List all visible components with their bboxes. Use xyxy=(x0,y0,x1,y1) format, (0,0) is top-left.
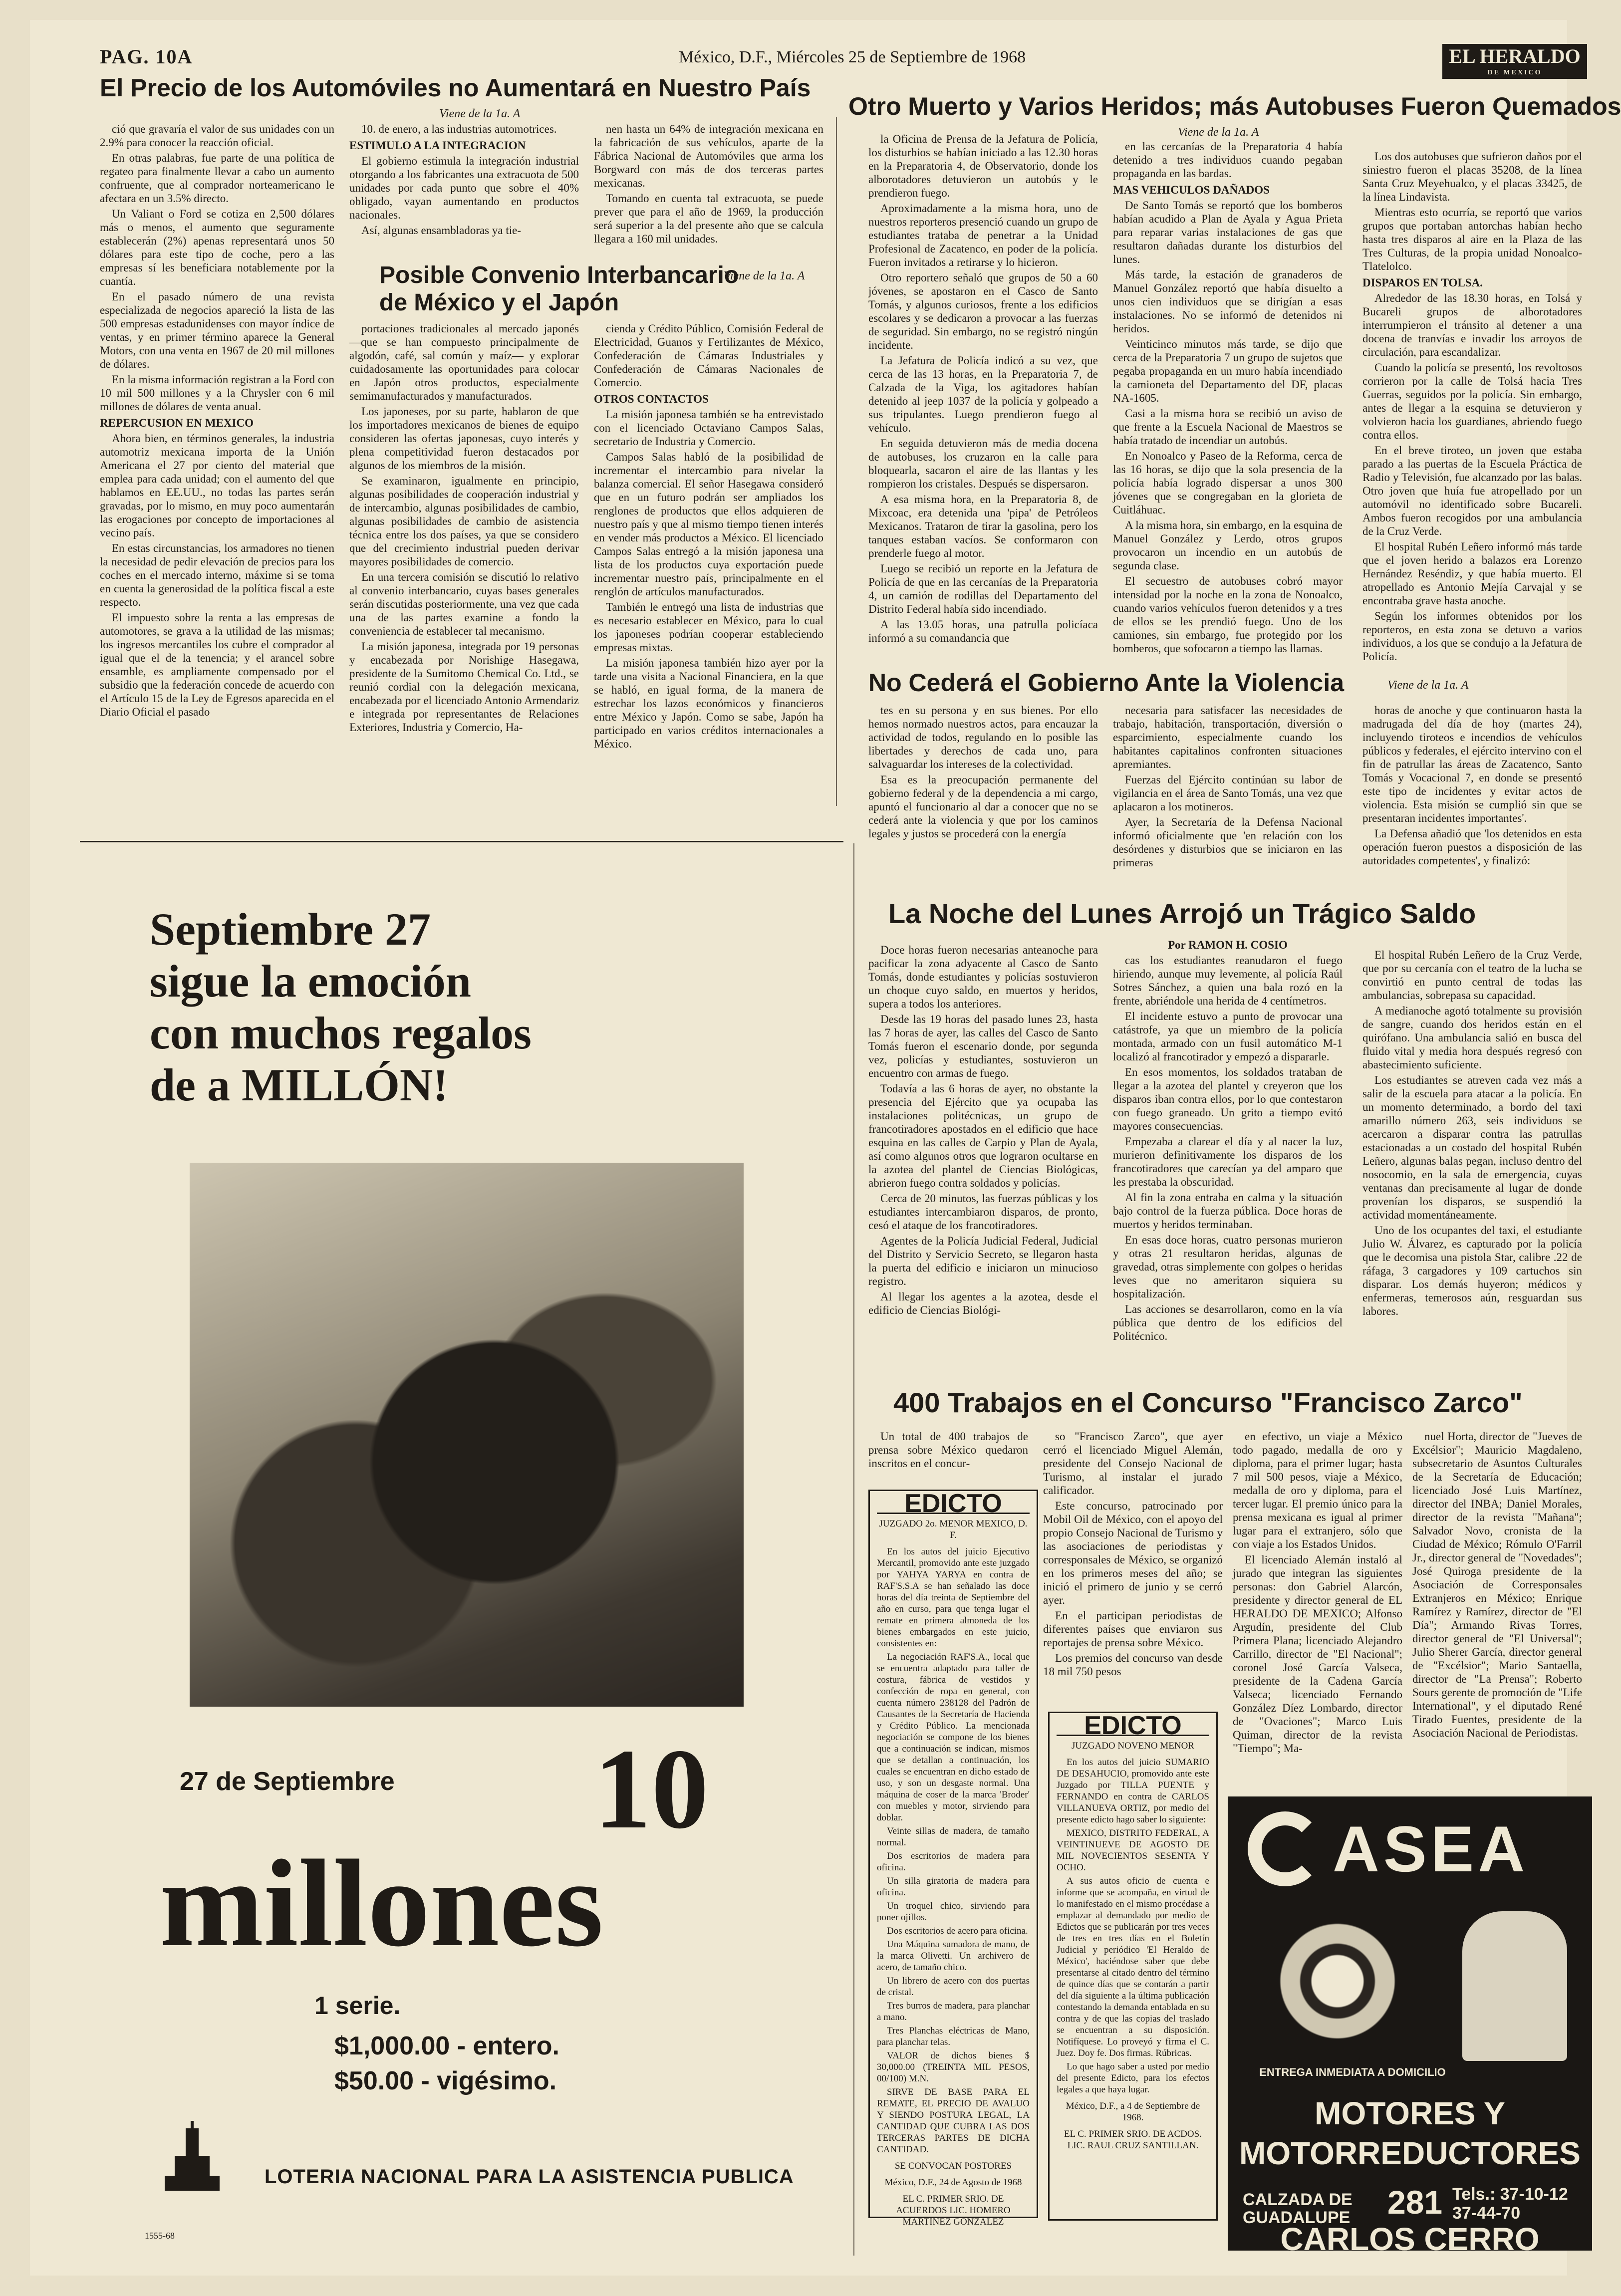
paragraph: La misión japonesa también se ha entrevistado con el licenciado Octaviano Campos Salas, secretario de Industria y Comercio. xyxy=(594,408,823,448)
paragraph: El incidente estuvo a punto de provocar una catástrofe, ya que un miembro de la policía montada, armado con un fusil automático M-1 localizó al francotirador y empezó a dispararle. xyxy=(1113,1010,1343,1063)
paragraph: Campos Salas habló de la posibilidad de incrementar el intercambio para nivelar la balanza comercial. El señor Hasegawa consideró que en un futuro podrán ser ampliados los renglones de productos que ellos adquieren de nuestro país y que al mismo tiempo tienen interés en vender más productos a México. El licenciado Campos Salas entregó a la misión japonesa una lista de los productos cuya exportación puede incrementar nuestro país, principalmente en el renglón de artículos manufacturados. xyxy=(594,451,823,598)
dateline: México, D.F., Miércoles 25 de Septiembre de 1968 xyxy=(679,48,1026,66)
paragraph: Tomando en cuenta tal extracuota, se puede prever que para el año de 1969, la producción será superior a la del presente año que se calcula llegara a 160 mil unidades. xyxy=(594,192,823,245)
edicto-court: JUZGADO NOVENO MENOR xyxy=(1072,1741,1194,1751)
paragraph: El secuestro de autobuses cobró mayor intensidad por la noche en la zona de Nonoalco, cuando varios vehículos fueron detenidos y a tres de ellos se les prendió fuego. Uno de los camiones, sin embargo, fue protegido por los bomberos, que sofocaron a tiempo las llamas. xyxy=(1113,575,1343,655)
paragraph: En seguida detuvieron más de media docena de autobuses, los cruzaron en la calle para bloquearla, sacaron el aire de las llantas y les rompieron los cristales. Después se dispersaron. xyxy=(868,437,1098,490)
paragraph: la Oficina de Prensa de la Jefatura de Policía, los disturbios se habían iniciado a las 12.30 horas en la Preparatoria 4, de Observatorio, donde los alborotadores detuvieron un autobús y le prendieron fuego. xyxy=(868,133,1098,199)
lottery-ten: 10 xyxy=(594,1725,709,1852)
paragraph: Un total de 400 trabajos de prensa sobre México quedaron inscritos en el concur- xyxy=(868,1430,1028,1470)
paragraph: MEXICO, DISTRITO FEDERAL, A VEINTINUEVE DE AGOSTO DE MIL NOVECIENTOS SESENTA Y OCHO. xyxy=(1057,1828,1209,1873)
lottery-price-vigesimo: $50.00 - vigésimo. xyxy=(334,2066,557,2095)
muerto-column-1 xyxy=(868,132,1098,666)
subhead: REPERCUSION EN MEXICO xyxy=(100,417,254,429)
paragraph: Casi a la misma hora se recibió un aviso de que frente a la Escuela Nacional de Maestros se había tratado de incendiar un autobús. xyxy=(1113,407,1343,447)
paragraph: En el participan periodistas de diferentes países que enviaron sus reportajes de prensa sobre México. xyxy=(1043,1609,1223,1649)
japon-column-2 xyxy=(594,322,823,806)
paragraph: Al fin la zona entraba en calma y la situación bajo control de la fuerza pública. Doce horas de muertos y heridos terminaban. xyxy=(1113,1191,1343,1231)
paragraph: Aproximadamente a la misma hora, uno de nuestros reporteros presenció cuando un grupo de estudiantes trataba de penetrar a la Unidad Profesional de Zacatenco, en poder de la policía. Fueron invitados a retirarse y lo hicieron. xyxy=(868,202,1098,268)
paragraph: A las 13.05 horas, una patrulla policíaca informó a su comandancia que xyxy=(868,618,1098,644)
noche-column-2 xyxy=(1113,938,1343,1387)
paragraph: so "Francisco Zarco", que ayer cerró el licenciado Miguel Alemán, presidente del Consejo Nacional de Turismo, al instalar el jurado calificador. xyxy=(1043,1430,1223,1497)
edicto-signature: EL C. PRIMER SRIO. DE ACUERDOS LIC. HOMERO MARTINEZ GONZALEZ xyxy=(896,2194,1011,2227)
paragraph: Alrededor de las 18.30 horas, en Tolsá y Bucareli grupos de alborotadores interrumpieron el tránsito al detener a una docena de tranvías e invadir los arroyos de circulación, para escandalizar. xyxy=(1362,292,1582,358)
paragraph: Ayer, la Secretaría de la Defensa Nacional informó oficialmente que 'en relación con los desórdenes y disturbios que se iniciaron en las primeras xyxy=(1113,816,1343,869)
asea-address-line: GUADALUPE xyxy=(1243,2208,1351,2227)
asea-line-motorreductores: MOTORREDUCTORES xyxy=(1239,2135,1581,2171)
paragraph: Ahora bien, en términos generales, la industria automotriz mexicana importa de la Unión Americana el 27 por ciento del material que emplea para cada unidad; con el aumento del que hablamos en EE.UU., no todas las partes serán gravadas, por lo mismo, en muy poco aumentarán las erogaciones por concepto de importaciones al vecino país. xyxy=(100,432,334,539)
zarco-column-3 xyxy=(1233,1430,1402,1784)
lottery-date: 27 de Septiembre xyxy=(180,1767,395,1796)
paragraph: El licenciado Alemán instaló al jurado que integran las siguientes personas: don Gabriel Alarcón, presidente y director general de EL HERALDO DE MEXICO; Alfonso Argudín, presidente del Club Primera Plana; licenciado Alejandro Carrillo, director de "El Nacional"; coronel José García Valseca, presidente de la Cadena García Valseca; licenciado Fernando González Díez Lombardo, director de "Ovaciones"; Marco Luis Quiman, director de la revista "Tiempo"; Ma- xyxy=(1233,1553,1402,1755)
paragraph: Desde las 19 horas del pasado lunes 23, hasta las 7 horas de ayer, las calles del Casco de Santo Tomás fueron el escenario donde, por segunda vez, policías y estudiantes, sostuvieron un encuentro con armas de fuego. xyxy=(868,1013,1098,1079)
paragraph: Otro reportero señaló que grupos de 50 a 60 jóvenes, se apostaron en el Casco de Santo Tomás, y algunos curiosos, frente a los edificios escolares y se dedicaron a provocar a las fuerzas de seguridad. Sin embargo, no se registró ningún incidente. xyxy=(868,271,1098,351)
paragraph: cas los estudiantes reanudaron el fuego hiriendo, aunque muy levemente, al policía Raúl Sotres Sánchez, a quien una bala rozó en la frente, abriéndole una herida de 4 centímetros. xyxy=(1113,954,1343,1007)
column-rule xyxy=(836,117,837,806)
paragraph: nen hasta un 64% de integración mexicana en la fabricación de sus vehículos, aparte de la Fábrica Nacional de Automóviles que arma los Borgward con más de dos terceras partes mexicanas. xyxy=(594,123,823,189)
violencia-column-2 xyxy=(1113,704,1343,903)
paragraph: en efectivo, un viaje a México todo pagado, medalla de oro y diploma, para el primer lugar; hasta 7 mil 500 pesos, viaje a México, medalla de oro y diploma, para el tercer lugar. El premio único para la prensa mexicana es igual al primer lugar para el extranjero, sólo que con viaje a los Estados Unidos. xyxy=(1233,1430,1402,1550)
autos-jump: Viene de la 1a. A xyxy=(439,107,521,120)
paragraph: También le entregó una lista de industrias que es necesario establecer en México, para lo cual los japoneses podrían cooperar estableciendo empresas mixtas. xyxy=(594,601,823,654)
logo-title: EL HERALDO xyxy=(1449,45,1581,67)
paragraph: Las acciones se desarrollaron, como en la vía pública que dentro de los edificios del Politécnico. xyxy=(1113,1303,1343,1342)
japon-jump: Viene de la 1a. A xyxy=(724,269,805,282)
muerto-headline: Otro Muerto y Varios Heridos; más Autobuses Fueron Quemados xyxy=(848,92,1621,120)
paragraph: En Nonoalco y Paseo de la Reforma, cerca de las 16 horas, se dijo que la sola presencia de la policía había logrado dispersar a unos 300 jóvenes que se congregaban en la glorieta de Cuitláhuac. xyxy=(1113,450,1343,516)
lottery-footer: LOTERIA NACIONAL PARA LA ASISTENCIA PUBLICA xyxy=(265,2166,794,2188)
paragraph: Este concurso, patrocinado por Mobil Oil de México, con el apoyo del propio Consejo Nacional de Turismo y las asociaciones de periodistas y corresponsales de México, se organizó en los primeros meses del año; se inició el primero de junio y se cerró ayer. xyxy=(1043,1500,1223,1606)
charro-horse-illustration xyxy=(190,1163,744,1707)
autos-headline: El Precio de los Automóviles no Aumentará en Nuestro País xyxy=(100,74,811,102)
muerto-column-2 xyxy=(1113,140,1343,666)
electric-motor-illustration xyxy=(1258,1906,1457,2056)
paragraph: En los autos del juicio Ejecutivo Mercantil, promovido ante este juzgado por YAHYA YARYA en contra de RAF'S.S.A se han señalado las doce horas del día treinta de Septiembre del año en curso, para que tenga lugar el remate en primera almoneda de los bienes embargados en este juicio, consistentes en: xyxy=(877,1546,1030,1649)
newspaper-page xyxy=(30,20,1621,2276)
paragraph: La misión japonesa, integrada por 19 personas y encabezada por Norishige Hasegawa, presidente de la Sumitomo Chemical Co. Ltd., se reunió cordial con la delegación mexicana, encabezada por el licenciado Antonio Armendariz e integrada por representantes de Relaciones Exteriores, Industria y Comercio, Ha- xyxy=(349,640,579,734)
noche-column-3 xyxy=(1362,948,1582,1387)
paragraph: A esa misma hora, en la Preparatoria 8, de Mixcoac, era detenida una 'pipa' de Petróleos Mexicanos. Trataron de tirar la gasolina, pero los tanques estaban vacíos. Se conformaron con prenderle fuego al motor. xyxy=(868,493,1098,559)
paragraph: Un troquel chico, sirviendo para poner ojillos. xyxy=(877,1901,1030,1923)
paragraph: Un silla giratoria de madera para oficina. xyxy=(877,1876,1030,1898)
paragraph: La misión japonesa también hizo ayer por la tarde una visita a Nacional Financiera, en la que se habló, en igual forma, de la manera de estrechar los lazos económicos y financieros entre México y Japón. Como se sabe, Japón ha participado en varios créditos internacionales a México. xyxy=(594,657,823,750)
asea-phone: Tels.: 37-10-12 xyxy=(1452,2185,1568,2204)
paragraph: Una Máquina sumadora de mano, de la marca Olivetti. Un archivero de acero, de tamaño chico. xyxy=(877,1939,1030,1973)
paragraph: Los premios del concurso van desde 18 mil 750 pesos xyxy=(1043,1652,1223,1678)
paragraph: La Defensa añadió que 'los detenidos en esta operación fueron puestos a disposición de las autoridades competentes', y finalizó: xyxy=(1362,827,1582,867)
paragraph: El hospital Rubén Leñero informó más tarde que el joven herido a balazos era Lorenzo Hernández Reséndiz, y que había muerto. El atropellado es Antonio Mejía Carvajal y se encontraba grave hasta anoche. xyxy=(1362,540,1582,607)
paragraph: Cuando la policía se presentó, los revoltosos corrieron por la calle de Tolsá hacia Tres Guerras, seguidos por la policía. Sin embargo, antes de llegar a la esquina se detuvieron y volvieron hacia los guardianes, abriendo fuego contra ellos. xyxy=(1362,361,1582,441)
paragraph: En estas circunstancias, los armadores no tienen la necesidad de pedir elevación de precios para los coches en el mercado interno, máxime si se toma en cuenta la generosidad de la política fiscal a este respecto. xyxy=(100,542,334,608)
paragraph: necesaria para satisfacer las necesidades de trabajo, habitación, transportación, diversión o esparcimiento, especialmente cuando los habitantes capitalinos confronten situaciones apremiantes. xyxy=(1113,704,1343,770)
paragraph: En la misma información registran a la Ford con 10 mil 500 millones y a la Chrysler con 6 mil millones de dólares de venta anual. xyxy=(100,373,334,413)
asea-logo xyxy=(1248,1811,1567,1886)
paragraph: Tres burros de madera, para planchar a mano. xyxy=(877,2001,1030,2023)
newspaper-logo xyxy=(1442,44,1587,79)
paragraph: Fuerzas del Ejército continúan su labor de vigilancia en el área de Santo Tomás, una vez que aplacaron a los motineros. xyxy=(1113,773,1343,813)
violencia-column-1 xyxy=(868,704,1098,863)
paragraph: En el breve tiroteo, un joven que estaba parado a las puertas de la Escuela Práctica de Radio y Televisión, fue alcanzado por las balas. Otro joven que huía fue atropellado por un automóvil no identificado sobre Bucareli. Ambos fueron recogidos por una ambulancia de la Cruz Verde. xyxy=(1362,444,1582,537)
edicto-title: EDICTO xyxy=(877,1498,1030,1514)
asea-dealer-name: CARLOS CERRO xyxy=(1280,2221,1540,2257)
paragraph: Todavía a las 6 horas de ayer, no obstante la presencia del Ejército que ya ocupaba las instalaciones politécnicas, un grupo de francotiradores apostados en el edificio que hace esquina en las calles de Carpio y Plan de Ayala, así como algunos otros que lograron ocultarse en la azotea del plantel de Ciencias Biológicas, abrieron fuego contra soldados y policías. xyxy=(868,1082,1098,1189)
paragraph: El gobierno estimula la integración industrial otorgando a los fabricantes una extracuota de 500 unidades por cada punto que sobre el 40% obligado, vayan aumentando en productos nacionales. xyxy=(349,155,579,221)
page-folio: PAG. 10A xyxy=(100,45,193,68)
paragraph: Los estudiantes se atreven cada vez más a salir de la escuela para atacar a la policía. En un momento determinado, a bordo del taxi amarillo número 263, seis individuos se acercaron a disparar contra las patrullas estacionadas a un costado del hospital Rubén Leñero, algunas balas pegan, incluso dentro del nosocomio, en la sala de emergencia, cuyas ventanas dan precisamente al lugar de donde provenían los disparos, se suspendió la actividad momentáneamente. xyxy=(1362,1074,1582,1221)
lottery-headline-line: sigue la emoción xyxy=(150,956,471,1007)
paragraph: 10. de enero, a las industrias automotrices. xyxy=(361,123,557,135)
paragraph: Así, algunas ensambladoras ya tie- xyxy=(361,224,521,237)
lottery-headline-line: con muchos regalos xyxy=(150,1008,532,1058)
lottery-headline-line: Septiembre 27 xyxy=(150,904,431,955)
paragraph: Luego se recibió un reporte en la Jefatura de Policía de que en las cercanías de la Preparatoria 4, un camión de rodillas del Departamento del Distrito Federal había sido incendiado. xyxy=(868,562,1098,615)
paragraph: Los dos autobuses que sufrieron daños por el siniestro fueron el placas 35208, de la línea Santa Cruz Meyehualco, y el placas 33425, de la línea Lindavista. xyxy=(1362,150,1582,203)
paragraph: Tres Planchas eléctricas de Mano, para planchar telas. xyxy=(877,2026,1030,2047)
paragraph: horas de anoche y que continuaron hasta la madrugada del día de hoy (martes 24), incluyendo tiroteos e incendios de vehículos públicos y federales, el ejército intervino con el fin de patrullar las áreas de Zacatenco, Santo Tomás y Vocacional 7, en donde se presentó este tipo de incidentes y evitar actos de violencia. Esta misión se cumplió sin que se presentaran incidentes importantes'. xyxy=(1362,704,1582,824)
paragraph: En esas doce horas, cuatro personas murieron y otras 21 resultaron heridas, algunas de gravedad, otras simplemente con golpes o heridas leves que no ameritaron siquiera su hospitalización. xyxy=(1113,1234,1343,1300)
paragraph: Según los informes obtenidos por los reporteros, en esta zona se detuvo a varios individuos, a los que se condujo a la Jefatura de Policía. xyxy=(1362,610,1582,663)
paragraph: en las cercanías de la Preparatoria 4 había detenido a tres individuos cuando pegaban propaganda en las bardas. xyxy=(1113,140,1343,180)
paragraph: Más tarde, la estación de granaderos de Manuel González reportó que había disuelto a unos cien individuos que se dirigían a esas instalaciones. No se informó de detenidos ni heridos. xyxy=(1113,268,1343,335)
edicto-place: México, D.F., 24 de Agosto de 1968 xyxy=(884,2177,1022,2188)
edicto-title: EDICTO xyxy=(1057,1720,1209,1736)
subhead: ESTIMULO A LA INTEGRACION xyxy=(349,139,526,152)
paragraph: SIRVE DE BASE PARA EL REMATE, EL PRECIO DE AVALUO Y SIENDO POSTURA LEGAL, LA CANTIDAD QUE CUBRA LAS DOS TERCERAS PARTES DE DICHA CANTIDAD. xyxy=(877,2087,1030,2155)
paragraph: En esos momentos, los soldados trataban de llegar a la azotea del plantel y creyeron que los disparos iban contra ellos, por lo que contestaron con fuego graneado. Un grito a tiempo evitó mayores consecuencias. xyxy=(1113,1066,1343,1132)
lottery-tower-icon xyxy=(155,2121,230,2196)
noche-column-1 xyxy=(868,943,1098,1387)
japon-headline-line2: de México y el Japón xyxy=(379,289,619,316)
lottery-advertisement xyxy=(125,863,848,2256)
subhead: OTROS CONTACTOS xyxy=(594,393,709,405)
paragraph: De Santo Tomás se reportó que los bomberos habían acudido a Plan de Ayala y Agua Prieta para reparar varias instalaciones de gas que resultaron dañadas durante los disturbios del lunes. xyxy=(1113,199,1343,265)
paragraph: Esa es la preocupación permanente del gobierno federal y de la dependencia a mi cargo, apuntó el funcionario al dar a conocer que no se cederá ante la violencia y que por los caminos legales y justos se procederá con la energía xyxy=(868,773,1098,840)
paragraph: Agentes de la Policía Judicial Federal, Judicial del Distrito y Servicio Secreto, se llegaron hasta la puerta del edificio e iniciaron un minucioso registro. xyxy=(868,1235,1098,1287)
paragraph: La Jefatura de Policía indicó a su vez, que cerca de las 13 horas, en la Preparatoria 7, de Calzada de la Viga, los agitadores habían detenido al jeep 1037 de la policía y golpeado a sus tripulantes. Luego prendieron fuego al vehículo. xyxy=(868,354,1098,434)
asea-advertisement xyxy=(1228,1796,1592,2257)
paragraph: VALOR de dichos bienes $ 30,000.00 (TREINTA MIL PESOS, 00/100) M.N. xyxy=(877,2050,1030,2084)
noche-headline: La Noche del Lunes Arrojó un Trágico Saldo xyxy=(888,898,1476,929)
paragraph: El hospital Rubén Leñero de la Cruz Verde, que por su cercanía con el teatro de la lucha se convirtió en punto central de todas las ambulancias, sobrepasa su capacidad. xyxy=(1362,949,1582,1002)
lottery-headline xyxy=(150,903,532,1111)
paragraph: Un librero de acero con dos puertas de cristal. xyxy=(877,1976,1030,1998)
paragraph: tes en su persona y en sus bienes. Por ello hemos normado nuestros actos, para encauzar la actividad de todos, regulando en lo posible las libertades y derechos de cada uno, para salvaguardar los intereses de la colectividad. xyxy=(868,704,1098,770)
violencia-jump: Viene de la 1a. A xyxy=(1387,679,1469,692)
paragraph: El impuesto sobre la renta a las empresas de automotores, se grava a la utilidad de las mismas; los ingresos mercantiles los cubre el comprador al igual que el de la tenencia; y el arancel sobre ensamble, es ampliamente compensado por el subsidio que la federación concede de acuerdo con el Artículo 15 de la Ley de Egresos aparecida en el Diario Oficial el pasado xyxy=(100,611,334,718)
zarco-headline: 400 Trabajos en el Concurso "Francisco Zarco" xyxy=(893,1387,1523,1418)
lottery-serie: 1 serie. xyxy=(314,1992,401,2020)
edicto-convocation: SE CONVOCAN POSTORES xyxy=(894,2161,1012,2171)
byline: Por RAMON H. COSIO xyxy=(1168,939,1288,951)
asea-brand: ASEA xyxy=(1333,1812,1529,1885)
edicto-notice-1 xyxy=(868,1489,1038,2227)
paragraph: Dos escritorios de madera para oficina. xyxy=(877,1851,1030,1873)
paragraph: Se examinaron, igualmente en principio, algunas posibilidades de cooperación industrial y de intercambio, algunas posibilidades de cambio, algunas posibilidades de cambio de asistencia técnica entre los dos países, ya que se considero que del crecimiento industrial pueden derivar mayores posibilidades de comercio. xyxy=(349,475,579,568)
asea-c-mark-icon xyxy=(1248,1811,1323,1886)
autos-column-2 xyxy=(349,122,579,257)
zarco-column-2 xyxy=(1043,1430,1223,1709)
paragraph: Uno de los ocupantes del taxi, el estudiante Julio W. Álvarez, es capturado por la policía que le decomisa una pistola Star, calibre .22 de ráfaga, 3 cargadores y 109 cartuchos sin disparar. Los demás huyeron; médicos y enfermeras, temerosos aún, resguardan sus labores. xyxy=(1362,1224,1582,1317)
subhead: MAS VEHICULOS DAÑADOS xyxy=(1113,184,1270,196)
zarco-column-1 xyxy=(868,1430,1028,1485)
paragraph: En los autos del juicio SUMARIO DE DESAHUCIO, promovido ante este Juzgado por TILLA PUENTE y FERNANDO en contra de CARLOS VILLANUEVA ORTIZ, por medio del presente edicto hago saber lo siguiente: xyxy=(1057,1757,1209,1825)
paragraph: Cerca de 20 minutos, las fuerzas públicas y los estudiantes intercambiaron disparos, de pronto, cesó el ataque de los francotiradores. xyxy=(868,1192,1098,1232)
edicto-court: JUZGADO 2o. MENOR MEXICO, D. F. xyxy=(879,1519,1028,1540)
paragraph: En una tercera comisión se discutió lo relativo al convenio interbancario, cuyas bases generales serán discutidas posteriormente, una vez que cada una de las partes examine a fondo la conveniencia de establecer tal mecanismo. xyxy=(349,571,579,637)
muerto-column-3 xyxy=(1362,150,1582,666)
paragraph: Empezaba a clarear el día y al nacer la luz, murieron definitivamente los disparos de los francotiradores que carecían ya del amparo que les prestaba la obscuridad. xyxy=(1113,1135,1343,1188)
paragraph: portaciones tradicionales al mercado japonés —que se han compuesto principalmente de algodón, café, sal común y maíz— y explorar cuidadosamente las oportunidades para colocar en Japón otros productos, especialmente semimanufacturados y manufacturados. xyxy=(349,322,579,402)
edicto-notice-2 xyxy=(1048,1712,1218,2221)
asea-address-line: CALZADA DE xyxy=(1243,2190,1352,2209)
asea-phones xyxy=(1452,2185,1568,2223)
column-rule xyxy=(853,843,854,2256)
paragraph: nuel Horta, director de "Jueves de Excélsior"; Mauricio Magdaleno, subsecretario de Asuntos Culturales de la Secretaría de Educación; licenciado José Luis Martínez, director del INBA; Daniel Morales, director de la revista "Mañana"; Salvador Novo, cronista de la Ciudad de México; Rómulo O'Farril Jr., director general de "Novedades"; José Quiroga presidente de la Asociación de Corresponsales Extranjeros en México; Enrique Ramírez y Ramírez, director de "El Día"; Armando Rivas Torres, director general de "El Universal"; Julio Sherer García, director general de "Excélsior"; Mario Santaella, director de "La Prensa"; Roberto Sours gerente de promoción de "Life International", y el diputado René Tirado Fuentes, presidente de la Asociación Nacional de Periodistas. xyxy=(1412,1430,1582,1739)
asea-line-motores: MOTORES Y xyxy=(1315,2095,1505,2131)
subhead: DISPAROS EN TOLSA. xyxy=(1362,276,1483,289)
paragraph: Veinticinco minutos más tarde, se dijo que cerca de la Preparatoria 7 un grupo de sujetos que pegaba propaganda en un muro había incendiado la camioneta del Departamento del DF, placas NA-1605. xyxy=(1113,338,1343,404)
section-rule xyxy=(80,841,843,842)
muerto-jump: Viene de la 1a. A xyxy=(1178,126,1259,139)
lottery-stamp: 1555-68 xyxy=(145,2231,175,2241)
paragraph: Al llegar los agentes a la azotea, desde el edificio de Ciencias Biológi- xyxy=(868,1290,1098,1316)
asea-street-number: 281 xyxy=(1387,2184,1443,2221)
paragraph: En el pasado número de una revista especializada de negocios apareció la lista de las 500 empresas estadunidenses con mayor índice de ventas, y en primer término aparece la General Motors, con una venta en 1967 de 20 mil millones de dólares. xyxy=(100,290,334,370)
japon-headline-line1: Posible Convenio Interbancario xyxy=(379,262,739,288)
paragraph: Doce horas fueron necesarias anteanoche para pacificar la zona adyacente al Casco de Santo Tomás, donde estudiantes y policías sostuvieron un choque cuyo saldo, en muertos y heridos, supera a todos los anteriores. xyxy=(868,944,1098,1010)
asea-phone: 37-44-70 xyxy=(1452,2204,1521,2223)
edicto-signature: EL C. PRIMER SRIO. DE ACDOS. LIC. RAUL CRUZ SANTILLAN. xyxy=(1064,2129,1202,2151)
paragraph: cienda y Crédito Público, Comisión Federal de Electricidad, Guanos y Fertilizantes de México, Confederación de Cámaras Industriales y Confederación de Cámaras Nacionales de Comercio. xyxy=(594,322,823,389)
violencia-column-3 xyxy=(1362,704,1582,903)
paragraph: Dos escritorios de acero para oficina. xyxy=(887,1926,1028,1936)
paragraph: La negociación RAF'S.A., local que se encuentra adaptado para taller de costura, fábrica de vestidos y confección de ropa en general, con cuenta número 238128 del Padrón de Causantes de la Secretaría de Hacienda y Crédito Público. La mencionada negociación se compone de los bienes que a continuación se indican, mismos que se detallan a continuación, los cuales se encuentran en dicho estado de uso, y son un desgaste normal. Una máquina de coser de la marca 'Broder' con muebles y motor, sirviendo para doblar. xyxy=(877,1652,1030,1823)
paragraph: A la misma hora, sin embargo, en la esquina de Manuel González y Lerdo, otros grupos provocaron un incendio en un autobús de segunda clase. xyxy=(1113,519,1343,572)
paragraph: Lo que hago saber a usted por medio del presente Edicto, para los efectos legales a que haya lugar. xyxy=(1057,2061,1209,2095)
mascot-figure-illustration xyxy=(1462,1911,1567,2061)
edicto-place: México, D.F., a 4 de Septiembre de 1968. xyxy=(1066,2101,1200,2123)
autos-column-1 xyxy=(100,122,334,806)
paragraph: Los japoneses, por su parte, hablaron de que los importadores mexicanos de bienes de equipo consideren las ofertas japonesas, cuyo interés y plena competitividad fueron destacados por algunos de los miembros de la misión. xyxy=(349,405,579,472)
paragraph: En otras palabras, fue parte de una política de regateo para finalmente llevar a cabo un aumento confruente, que al comprador norteamericano le afectara en un 3.5% directo. xyxy=(100,152,334,205)
paragraph: Un Valiant o Ford se cotiza en 2,500 dólares más o menos, el aumento que seguramente establecerán (2%) apenas representará unos 50 dólares para este tipo de coche, pero a las empresas sí les beneficiara notablemente por la cuantía. xyxy=(100,208,334,287)
lottery-price-entero: $1,000.00 - entero. xyxy=(334,2032,559,2060)
lottery-headline-line: de a MILLÓN! xyxy=(150,1059,448,1110)
japon-column-1 xyxy=(349,322,579,806)
paragraph: A medianoche agotó totalmente su provisión de sangre, cuando dos heridos están en el quirófano. Una ambulancia salió en busca del fluido vital y media hora después regresó con abastecimiento suficiente. xyxy=(1362,1005,1582,1071)
autos-column-3 xyxy=(594,122,823,257)
paragraph: Veinte sillas de madera, de tamaño normal. xyxy=(877,1826,1030,1848)
logo-subtitle: DE MEXICO xyxy=(1487,69,1542,76)
paragraph: Mientras esto ocurría, se reportó que varios grupos que portaban antorchas habían hecho hasta tres disparos al aire en la Plaza de las Tres Culturas, de la propia unidad Nonoalco-Tlatelolco. xyxy=(1362,206,1582,272)
paragraph: ció que gravaría el valor de sus unidades con un 2.9% para conocer la reacción oficial. xyxy=(100,123,334,149)
asea-delivery-note: ENTREGA INMEDIATA A DOMICILIO xyxy=(1259,2066,1446,2078)
violencia-headline: No Cederá el Gobierno Ante la Violencia xyxy=(868,669,1345,697)
lottery-millones: millones xyxy=(160,1834,603,1973)
zarco-column-4 xyxy=(1412,1430,1582,1784)
paragraph: A sus autos oficio de cuenta e informe que se acompaña, en virtud de lo manifestado en el mismo procédase a emplazar al demandado por medio de Edictos que se publicarán por tres veces de tres en tres días en el Boletín Judicial y periódico 'El Heraldo de México', haciéndose saber que debe presentarse al citado dentro del término de quince días que se contarán a partir del día siguiente a la última publicación contestando la demanda entablada en su contra y de que las copias del traslado se encuentran a su disposición. Notifíquese. Lo proveyó y firma el C. Juez. Doy fe. Dos firmas. Rúbricas. xyxy=(1057,1876,1209,2058)
